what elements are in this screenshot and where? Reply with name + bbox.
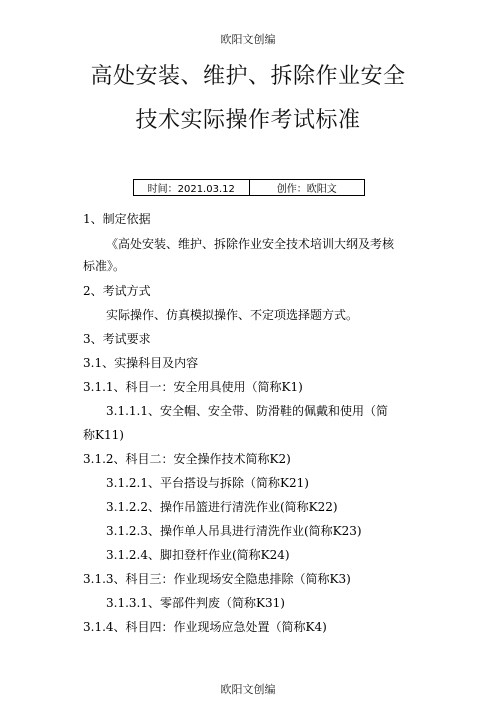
list-item: 称K11) [83,428,124,442]
list-item: 3.1.1、科目一：安全用具使用（简称K1) [83,380,303,394]
section-heading: 1、制定依据 [83,212,151,226]
meta-time: 时间：2021.03.12 [147,184,235,195]
paragraph-line: 实际操作、仿真模拟操作、不定项选择题方式。 [106,308,359,322]
list-item: 3.1.2.1、平台搭设与拆除（简称K21) [106,476,309,490]
section-heading: 3、考试要求 [83,332,151,346]
list-item: 3.1.1.1、安全帽、安全带、防滑鞋的佩戴和使用（简 [106,404,388,418]
document-title-line-1: 高处安装、维护、拆除作业安全 [90,64,406,89]
page-footer: 欧阳文创编 [220,683,276,696]
list-item: 3.1.3、科目三：作业现场安全隐患排除（简称K3) [83,572,351,586]
paragraph-line: 《高处安装、维护、拆除作业安全技术培训大纲及考核 [106,237,395,251]
list-item: 3.1.2、科目二：安全操作技术简称K2) [83,452,291,466]
section-heading: 2、考试方式 [83,284,151,298]
list-item: 3.1.2.2、操作吊篮进行清洗作业(简称K22) [106,500,338,514]
meta-table [133,179,365,196]
list-item: 3.1、实操科目及内容 [83,356,199,370]
list-item: 3.1.2.4、脚扣登杆作业(简称K24) [106,548,290,562]
list-item: 3.1.4、科目四：作业现场应急处置（简称K4) [83,620,327,634]
list-item: 3.1.2.3、操作单人吊具进行清洗作业(简称K23) [106,524,362,538]
paragraph-line: 标准》。 [83,259,126,273]
page-header: 欧阳文创编 [220,33,276,46]
meta-author: 创作：欧阳文 [249,180,365,195]
document-title-line-2: 技术实际操作考试标准 [135,108,361,133]
list-item: 3.1.3.1、零部件判废（简称K31) [106,596,285,610]
